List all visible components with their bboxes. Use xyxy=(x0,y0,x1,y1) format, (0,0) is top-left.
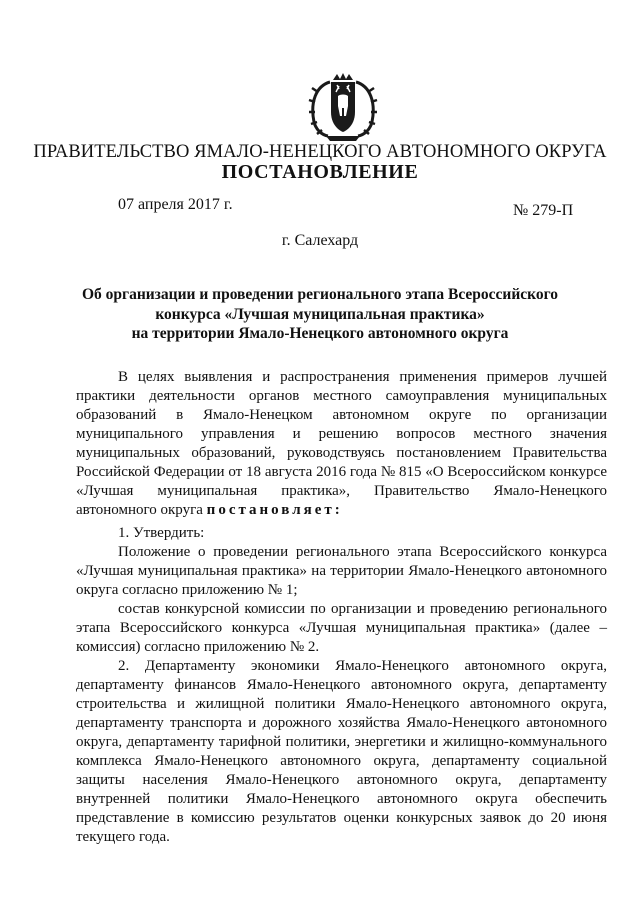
preamble-block xyxy=(76,368,607,520)
document-type: ПОСТАНОВЛЕНИЕ xyxy=(221,161,419,183)
item-1-subitem-b: состав конкурсной комиссии по организации и проведению регионального этапа Всероссийского конкурса «Лучшая муниципальная практика» (далее – комиссия) согласно приложению № 2. xyxy=(76,601,607,655)
item-1-heading: 1. Утвердить: xyxy=(118,525,205,541)
document-date: 07 апреля 2017 г. xyxy=(118,196,233,213)
coat-of-arms-icon xyxy=(306,72,380,142)
decree-block xyxy=(76,524,607,847)
subject-line: на территории Ямало-Ненецкого автономного округа xyxy=(131,325,509,342)
item-2-paragraph: 2. Департаменту экономики Ямало-Ненецкого автономного округа, департаменту финансов Ямало-Ненецкого автономного округа, департаменту строительства и жилищной политики Ямало-Ненецкого автономного округа, департаменту транспорта и дорожного хозяйства Ямало-Ненецкого автономного округа, департаменту тарифной политики, энергетики и жилищно-коммунального комплекса Ямало-Ненецкого автономного округа, департаменту социальной защиты населения Ямало-Ненецкого автономного округа, департаменту внутренней политики Ямало-Ненецкого автономного округа обеспечить представление в комиссию результатов оценки конкурсных заявок до 20 июня текущего года. xyxy=(76,658,607,845)
preamble-text: В целях выявления и распространения применения примеров лучшей практики деятельности органов местного самоуправления муниципальных образований в Ямало-Ненецком автономном округе по организации муниципального управления и решению вопросов местного значения муниципальных образований, руководствуясь постановлением Правительства Российской Федерации от 18 августа 2016 года № 815 «О Всероссийском конкурсе «Лучшая муниципальная практика», Правительство Ямало-Ненецкого автономного округа xyxy=(76,369,607,518)
subject-line: Об организации и проведении регионального этапа Всероссийского xyxy=(81,286,559,303)
document-number: № 279-П xyxy=(513,202,574,219)
subject-line: конкурса «Лучшая муниципальная практика» xyxy=(155,305,485,323)
item-1-subitem-a: Положение о проведении регионального этапа Всероссийского конкурса «Лучшая муниципальная практика» на территории Ямало-Ненецкого автономного округа согласно приложению № 1; xyxy=(76,544,607,598)
government-title: ПРАВИТЕЛЬСТВО ЯМАЛО-НЕНЕЦКОГО АВТОНОМНОГО ОКРУГА xyxy=(33,142,607,162)
preamble-paragraph xyxy=(76,368,607,520)
resolves-word: постановляет: xyxy=(206,502,343,518)
document-city: г. Салехард xyxy=(281,232,359,249)
document-subject xyxy=(80,285,560,344)
